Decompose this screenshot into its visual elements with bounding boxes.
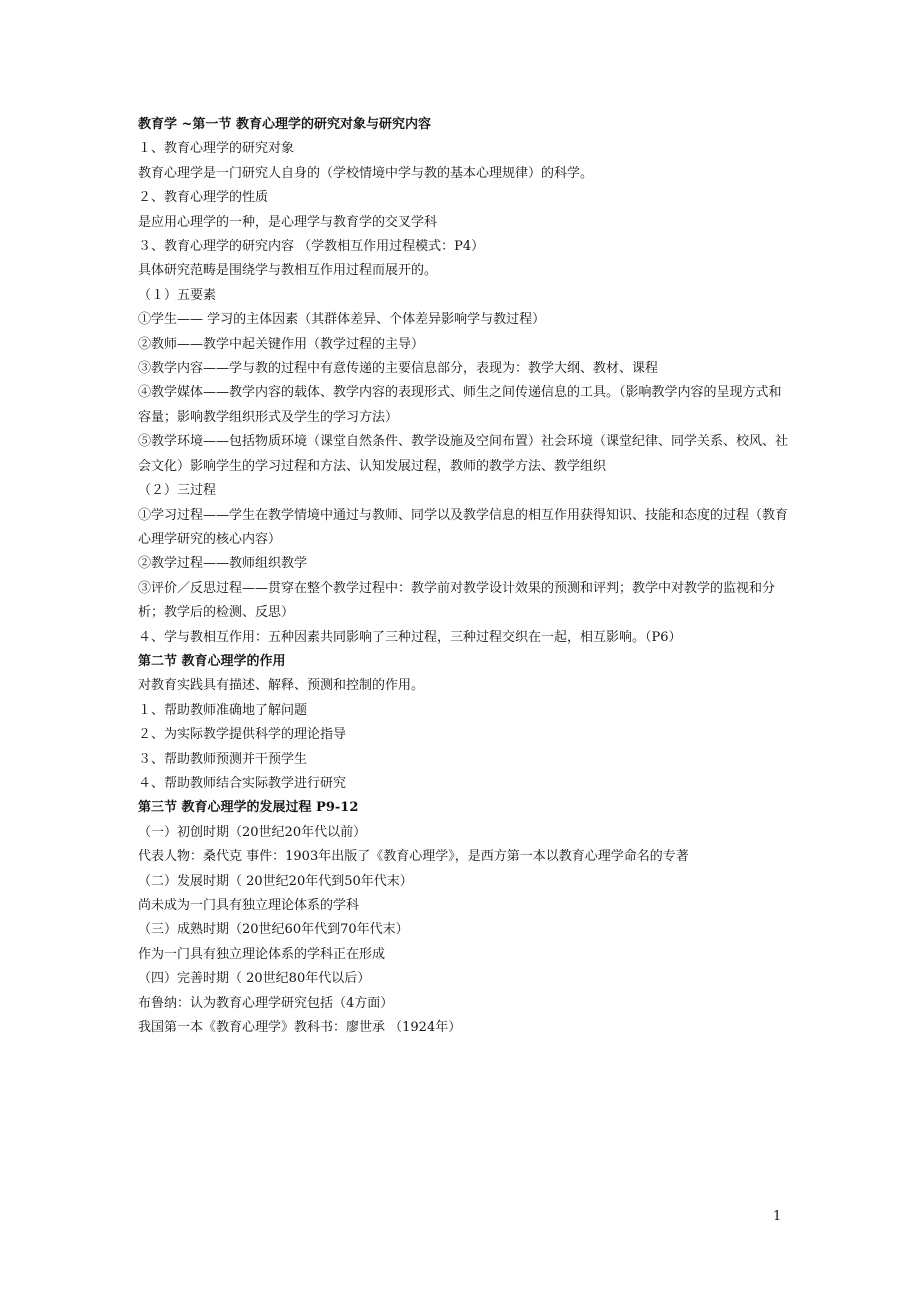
text-line: 教育心理学是一门研究人自身的（学校情境中学与教的基本心理规律）的科学。 (138, 165, 594, 181)
text-line: 对教育实践具有描述、解释、预测和控制的作用。 (138, 678, 425, 694)
text-line: ②教师——教学中起关键作用（教学过程的主导） (138, 336, 425, 352)
page-number: 1 (773, 1209, 782, 1224)
text-line: ４、帮助教师结合实际教学进行研究 (138, 775, 347, 791)
text-line: （二）发展时期（ 20世纪20年代到50年代末） (138, 873, 413, 889)
text-line: ⑤教学环境——包括物质环境（课堂自然条件、教学设施及空间布置）社会环境（课堂纪律、同学关系、校风、社会文化）影响学生的学习过程和方法、认知发展过程，教师的教学方法、教学组织 (138, 434, 789, 474)
text-line: 具体研究范畴是围绕学与教相互作用过程而展开的。 (138, 263, 438, 279)
text-line: １、教育心理学的研究对象 (138, 141, 295, 157)
text-line: ４、学与教相互作用：五种因素共同影响了三种过程，三种过程交织在一起，相互影响。（P6） (138, 629, 682, 645)
text-line: ③教学内容——学与教的过程中有意传递的主要信息部分，表现为：教学大纲、教材、课程 (138, 361, 659, 377)
text-line: ①学习过程——学生在教学情境中通过与教师、同学以及教学信息的相互作用获得知识、技能和态度的过程（教育心理学研究的核心内容） (138, 507, 789, 547)
text-line: 是应用心理学的一种，是心理学与教育学的交叉学科 (138, 214, 438, 230)
text-line: 作为一门具有独立理论体系的学科正在形成 (138, 946, 386, 962)
text-line: ④教学媒体——教学内容的载体、教学内容的表现形式、师生之间传递信息的工具。（影响教学内容的呈现方式和容量；影响教学组织形式及学生的学习方法） (138, 385, 782, 425)
text-line: （１）五要素 (138, 287, 217, 303)
text-line: 我国第一本《教育心理学》教科书：廖世承 （1924年） (138, 1020, 462, 1036)
text-line: 布鲁纳：认为教育心理学研究包括（4方面） (138, 995, 394, 1011)
text-line: （２）三过程 (138, 483, 217, 499)
text-line: 代表人物：桑代克 事件：1903年出版了《教育心理学》，是西方第一本以教育心理学命名的专著 (138, 849, 689, 865)
text-line: ２、为实际教学提供科学的理论指导 (138, 727, 347, 743)
text-line: （三）成熟时期（20世纪60年代到70年代末） (138, 922, 409, 938)
document-body (138, 113, 790, 1040)
text-line: ①学生—— 学习的主体因素（其群体差异、个体差异影响学与教过程） (138, 312, 546, 328)
text-line: （一）初创时期（20世纪20年代以前） (138, 824, 367, 840)
text-line: ３、教育心理学的研究内容 （学教相互作用过程模式：P4） (138, 239, 485, 255)
section-heading: 教育学 ~第一节 教育心理学的研究对象与研究内容 (138, 117, 431, 132)
text-line: ②教学过程——教师组织教学 (138, 556, 308, 572)
text-line: （四）完善时期（ 20世纪80年代以后） (138, 971, 371, 987)
text-line: 尚未成为一门具有独立理论体系的学科 (138, 898, 360, 913)
section-heading: 第二节 教育心理学的作用 (138, 653, 286, 669)
section-heading: 第三节 教育心理学的发展过程 P9-12 (138, 800, 359, 816)
text-line: １、帮助教师准确地了解问题 (138, 702, 308, 718)
text-line: ３、帮助教师预测并干预学生 (138, 751, 308, 767)
text-line: ③评价／反思过程——贯穿在整个教学过程中：教学前对教学设计效果的预测和评判；教学中对教学的监视和分析；教学后的检测、反思） (138, 580, 776, 621)
text-line: ２、教育心理学的性质 (138, 190, 269, 206)
